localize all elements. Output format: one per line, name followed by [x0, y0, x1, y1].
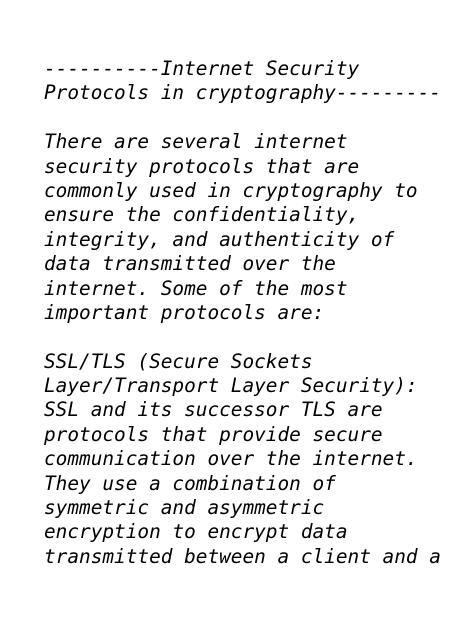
paragraph-line: There are several internet — [44, 130, 348, 154]
paragraph-line: security protocols that are — [44, 154, 360, 178]
paragraph-line: They use a combination of — [44, 471, 336, 495]
document-heading — [44, 57, 468, 106]
paragraph-gap — [44, 106, 468, 130]
ssl-tls-paragraph — [44, 350, 468, 570]
intro-paragraph — [44, 130, 468, 325]
paragraph-line: protocols that provide secure — [44, 422, 383, 446]
paragraph-line: commonly used in cryptography to — [44, 178, 418, 202]
paragraph-line: transmitted between a client and a — [44, 544, 441, 568]
paragraph-line: ensure the confidentiality, — [44, 203, 360, 227]
heading-line: Protocols in cryptography--------- — [44, 81, 441, 105]
paragraph-line: SSL and its successor TLS are — [44, 398, 383, 422]
paragraph-line: communication over the internet. — [44, 447, 418, 471]
heading-line: ----------Internet Security — [44, 57, 360, 80]
document-page — [44, 57, 468, 569]
paragraph-line: important protocols are: — [44, 300, 325, 324]
paragraph-line: encryption to encrypt data — [44, 520, 348, 544]
paragraph-line: internet. Some of the most — [44, 276, 348, 300]
paragraph-line: data transmitted over the — [44, 252, 336, 276]
paragraph-line: symmetric and asymmetric — [44, 496, 325, 520]
paragraph-line: integrity, and authenticity of — [44, 227, 395, 251]
paragraph-line: SSL/TLS (Secure Sockets — [44, 349, 313, 373]
paragraph-line: Layer/Transport Layer Security): — [44, 374, 418, 398]
paragraph-gap — [44, 325, 468, 349]
